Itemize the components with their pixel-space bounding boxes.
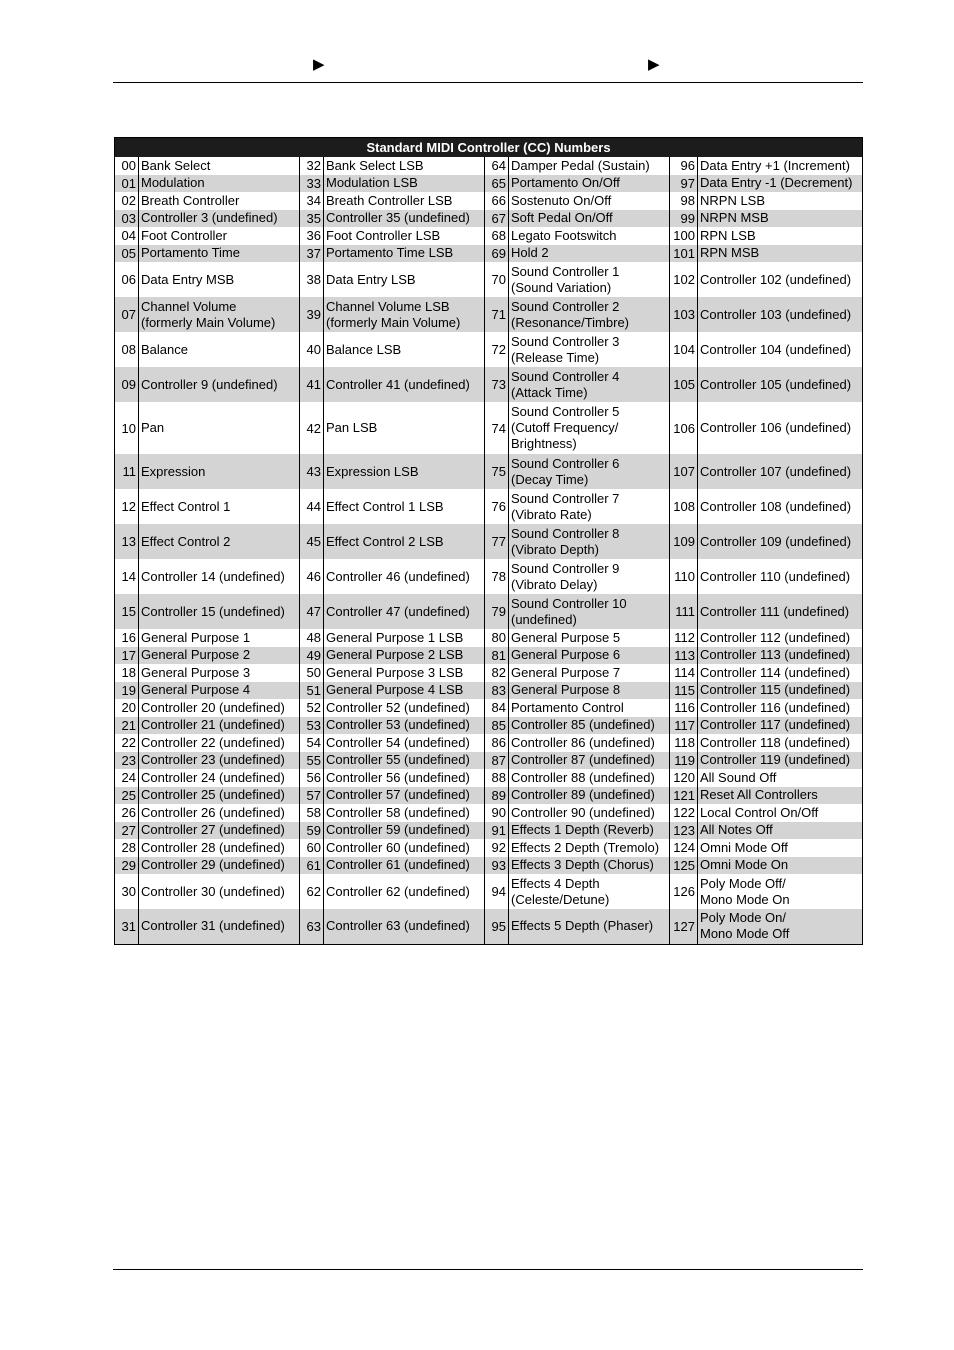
cc-name: General Purpose 4 [139,682,300,700]
cc-number: 83 [485,682,509,700]
cc-number: 56 [300,769,324,787]
cc-name: Controller 90 (undefined) [509,804,670,822]
cc-number: 67 [485,210,509,228]
cc-name: Balance LSB [324,332,485,367]
cc-number: 49 [300,647,324,665]
cc-name: Controller 116 (undefined) [698,699,863,717]
cc-number: 66 [485,192,509,210]
table-row [115,489,863,524]
cc-name: Controller 114 (undefined) [698,664,863,682]
table-row [115,367,863,402]
cc-number: 62 [300,874,324,909]
cc-number: 03 [115,210,139,228]
table-row [115,192,863,210]
cc-number: 24 [121,770,136,786]
cc-name: Sound Controller 3 (Release Time) [509,332,670,367]
cc-number: 51 [300,682,324,700]
cc-number: 86 [485,734,509,752]
cc-name: RPN LSB [698,227,863,245]
cc-name: Controller 46 (undefined) [324,559,485,594]
cc-number: 31 [115,909,139,944]
cc-number: 97 [670,175,698,193]
cc-name: Sound Controller 8 (Vibrato Depth) [509,524,670,559]
cc-name: Controller 35 (undefined) [324,210,485,228]
cc-name: Controller 3 (undefined) [139,210,300,228]
cc-name: Controller 31 (undefined) [139,909,300,944]
cc-name: Controller 24 (undefined) [139,769,300,787]
table-row [115,664,863,682]
cc-number: 94 [485,874,509,909]
cc-name: General Purpose 7 [509,664,670,682]
cc-name: Controller 21 (undefined) [139,717,300,735]
cc-name: Poly Mode Off/ Mono Mode On [698,874,863,909]
cc-number: 122 [670,804,698,822]
cc-number: 46 [300,559,324,594]
cc-number: 100 [670,227,698,245]
table-title: Standard MIDI Controller (CC) Numbers [115,138,863,158]
cc-name: Foot Controller LSB [324,227,485,245]
midi-cc-table [114,137,863,945]
cc-number: 17 [115,647,139,665]
cc-name: Effect Control 1 LSB [324,489,485,524]
cc-number: 04 [121,228,136,244]
cc-number: 40 [300,332,324,367]
cc-number: 119 [670,752,698,770]
cc-name: General Purpose 2 LSB [324,647,485,665]
cc-name: Portamento Time LSB [324,245,485,263]
cc-name: Controller 22 (undefined) [139,734,300,752]
cc-number: 28 [121,840,136,856]
cc-number: 112 [670,629,698,647]
cc-number: 107 [670,454,698,489]
cc-name: Data Entry -1 (Decrement) [698,175,863,193]
cc-name: Portamento Control [509,699,670,717]
table-row [115,454,863,489]
cc-name: Damper Pedal (Sustain) [509,157,670,175]
cc-name: Controller 55 (undefined) [324,752,485,770]
cc-name: Controller 108 (undefined) [698,489,863,524]
table-row [115,734,863,752]
cc-number: 116 [670,699,698,717]
cc-number: 35 [300,210,324,228]
cc-number: 103 [670,297,698,332]
cc-name: Pan LSB [324,402,485,454]
cc-number: 33 [300,175,324,193]
header-rule [113,82,863,83]
cc-number: 78 [485,559,509,594]
cc-number: 87 [485,752,509,770]
table-row [115,262,863,297]
cc-number: 61 [300,857,324,875]
cc-number: 08 [121,342,136,357]
table-row [115,175,863,193]
cc-name: Bank Select [139,157,300,175]
cc-number: 89 [485,787,509,805]
cc-number: 42 [300,402,324,454]
cc-name: Poly Mode On/ Mono Mode Off [698,909,863,944]
cc-name: Local Control On/Off [698,804,863,822]
cc-name: General Purpose 4 LSB [324,682,485,700]
cc-number: 104 [670,332,698,367]
cc-number: 22 [121,735,136,751]
cc-name: Sound Controller 1 (Sound Variation) [509,262,670,297]
cc-name: Reset All Controllers [698,787,863,805]
cc-name: Effects 5 Depth (Phaser) [509,909,670,944]
cc-name: Controller 102 (undefined) [698,262,863,297]
cc-number: 109 [670,524,698,559]
cc-name: Channel Volume LSB (formerly Main Volume) [324,297,485,332]
cc-name: Controller 47 (undefined) [324,594,485,629]
cc-name: NRPN LSB [698,192,863,210]
cc-number: 93 [485,857,509,875]
table-row [115,804,863,822]
cc-number: 125 [670,857,698,875]
cc-name: Controller 107 (undefined) [698,454,863,489]
cc-number: 10 [121,420,136,436]
cc-name: Controller 89 (undefined) [509,787,670,805]
cc-name: Sound Controller 9 (Vibrato Delay) [509,559,670,594]
cc-number: 70 [485,262,509,297]
cc-number: 59 [300,822,324,840]
cc-number: 101 [670,245,698,263]
cc-name: Controller 111 (undefined) [698,594,863,629]
cc-number: 25 [115,787,139,805]
cc-number: 64 [485,157,509,175]
cc-name: Controller 56 (undefined) [324,769,485,787]
cc-number: 05 [115,245,139,263]
cc-name: Controller 118 (undefined) [698,734,863,752]
cc-number: 102 [670,262,698,297]
cc-name: Controller 117 (undefined) [698,717,863,735]
cc-name: Pan [139,402,300,454]
cc-name: Controller 27 (undefined) [139,822,300,840]
cc-name: Controller 87 (undefined) [509,752,670,770]
cc-number: 55 [300,752,324,770]
cc-name: Controller 25 (undefined) [139,787,300,805]
cc-number: 90 [485,804,509,822]
table-body [115,157,863,944]
cc-number: 92 [485,839,509,857]
cc-name: Controller 14 (undefined) [139,559,300,594]
cc-name: Controller 59 (undefined) [324,822,485,840]
cc-name: General Purpose 6 [509,647,670,665]
cc-name: Sound Controller 5 (Cutoff Frequency/ Brightness) [509,402,670,454]
cc-name: Modulation LSB [324,175,485,193]
cc-name: RPN MSB [698,245,863,263]
cc-name: Expression LSB [324,454,485,489]
table-row [115,822,863,840]
cc-name: Controller 20 (undefined) [139,699,300,717]
cc-number: 53 [300,717,324,735]
cc-name: Controller 9 (undefined) [139,367,300,402]
cc-number: 20 [121,700,136,716]
cc-number: 68 [485,227,509,245]
cc-number: 126 [670,874,698,909]
cc-name: Controller 106 (undefined) [698,402,863,454]
footer-rule [113,1269,863,1270]
cc-name: Balance [139,332,300,367]
cc-number: 85 [485,717,509,735]
cc-name: NRPN MSB [698,210,863,228]
cc-number: 96 [670,157,698,175]
cc-name: Controller 63 (undefined) [324,909,485,944]
cc-name: Foot Controller [139,227,300,245]
cc-number: 91 [485,822,509,840]
cc-number: 06 [121,272,136,287]
cc-name: Bank Select LSB [324,157,485,175]
cc-name: Controller 109 (undefined) [698,524,863,559]
table-row [115,909,863,944]
cc-number: 114 [670,664,698,682]
cc-number: 54 [300,734,324,752]
cc-name: All Sound Off [698,769,863,787]
cc-name: Effect Control 2 [139,524,300,559]
cc-number: 47 [300,594,324,629]
table-row [115,227,863,245]
cc-number: 60 [300,839,324,857]
header-arrow-1: ▶ [313,56,325,73]
cc-number: 98 [670,192,698,210]
cc-number: 71 [485,297,509,332]
table-row [115,874,863,909]
cc-name: Modulation [139,175,300,193]
cc-name: Sound Controller 7 (Vibrato Rate) [509,489,670,524]
table-row [115,857,863,875]
cc-number: 75 [485,454,509,489]
cc-number: 13 [115,524,139,559]
cc-name: Data Entry +1 (Increment) [698,157,863,175]
cc-number: 120 [670,769,698,787]
cc-number: 48 [300,629,324,647]
cc-number: 72 [485,332,509,367]
cc-name: Hold 2 [509,245,670,263]
cc-name: Breath Controller LSB [324,192,485,210]
cc-number: 30 [121,884,136,899]
cc-name: Legato Footswitch [509,227,670,245]
cc-name: Omni Mode On [698,857,863,875]
cc-number: 14 [121,569,136,584]
cc-name: Controller 103 (undefined) [698,297,863,332]
cc-name: Controller 110 (undefined) [698,559,863,594]
cc-name: Controller 53 (undefined) [324,717,485,735]
table-row [115,717,863,735]
cc-name: Controller 15 (undefined) [139,594,300,629]
cc-name: Controller 112 (undefined) [698,629,863,647]
cc-name: Controller 88 (undefined) [509,769,670,787]
cc-number: 81 [485,647,509,665]
cc-name: General Purpose 2 [139,647,300,665]
cc-number: 00 [121,158,136,174]
cc-name: Controller 29 (undefined) [139,857,300,875]
cc-number: 38 [300,262,324,297]
cc-number: 12 [121,499,136,514]
cc-number: 84 [485,699,509,717]
cc-name: Expression [139,454,300,489]
cc-number: 57 [300,787,324,805]
cc-number: 63 [300,909,324,944]
cc-number: 32 [300,157,324,175]
cc-number: 21 [115,717,139,735]
cc-number: 39 [300,297,324,332]
table-row [115,647,863,665]
cc-name: Sound Controller 10 (undefined) [509,594,670,629]
cc-name: Breath Controller [139,192,300,210]
cc-number: 121 [670,787,698,805]
cc-name: Controller 119 (undefined) [698,752,863,770]
cc-name: Controller 115 (undefined) [698,682,863,700]
cc-name: Controller 104 (undefined) [698,332,863,367]
header-arrow-2: ▶ [648,56,660,73]
cc-name: Controller 30 (undefined) [139,874,300,909]
cc-name: Sound Controller 2 (Resonance/Timbre) [509,297,670,332]
table-row [115,297,863,332]
cc-number: 43 [300,454,324,489]
table-row [115,594,863,629]
table-row [115,787,863,805]
cc-number: 88 [485,769,509,787]
table-row [115,157,863,175]
cc-number: 01 [115,175,139,193]
table-row [115,402,863,454]
cc-number: 115 [670,682,698,700]
table-row [115,839,863,857]
cc-name: Controller 52 (undefined) [324,699,485,717]
cc-number: 02 [121,193,136,209]
cc-number: 117 [670,717,698,735]
table-row [115,629,863,647]
cc-number: 123 [670,822,698,840]
cc-name: Controller 60 (undefined) [324,839,485,857]
cc-name: Controller 86 (undefined) [509,734,670,752]
cc-name: Soft Pedal On/Off [509,210,670,228]
cc-name: General Purpose 5 [509,629,670,647]
cc-name: Data Entry LSB [324,262,485,297]
cc-name: Effects 2 Depth (Tremolo) [509,839,670,857]
cc-number: 77 [485,524,509,559]
cc-number: 69 [485,245,509,263]
cc-name: Controller 85 (undefined) [509,717,670,735]
cc-number: 108 [670,489,698,524]
cc-number: 18 [121,665,136,681]
table-row [115,524,863,559]
cc-name: Controller 54 (undefined) [324,734,485,752]
table-row [115,682,863,700]
cc-name: Effects 3 Depth (Chorus) [509,857,670,875]
cc-number: 52 [300,699,324,717]
cc-name: Controller 23 (undefined) [139,752,300,770]
cc-number: 73 [485,367,509,402]
cc-name: All Notes Off [698,822,863,840]
cc-name: General Purpose 8 [509,682,670,700]
cc-name: Effect Control 1 [139,489,300,524]
table-row [115,559,863,594]
table-row [115,769,863,787]
cc-number: 74 [485,402,509,454]
cc-name: Controller 62 (undefined) [324,874,485,909]
cc-number: 118 [670,734,698,752]
cc-number: 124 [670,839,698,857]
cc-number: 41 [300,367,324,402]
cc-number: 65 [485,175,509,193]
cc-name: General Purpose 1 [139,629,300,647]
cc-number: 50 [300,664,324,682]
cc-name: General Purpose 3 LSB [324,664,485,682]
cc-number: 106 [670,402,698,454]
cc-number: 09 [115,367,139,402]
cc-number: 29 [115,857,139,875]
cc-name: Controller 28 (undefined) [139,839,300,857]
cc-name: Effects 1 Depth (Reverb) [509,822,670,840]
cc-number: 15 [115,594,139,629]
cc-number: 23 [115,752,139,770]
cc-number: 26 [121,805,136,821]
cc-number: 11 [115,454,139,489]
cc-number: 19 [115,682,139,700]
cc-name: Portamento Time [139,245,300,263]
cc-number: 113 [670,647,698,665]
cc-number: 110 [670,559,698,594]
cc-name: Controller 58 (undefined) [324,804,485,822]
cc-number: 34 [300,192,324,210]
cc-name: Sound Controller 4 (Attack Time) [509,367,670,402]
cc-number: 44 [300,489,324,524]
cc-name: Portamento On/Off [509,175,670,193]
cc-name: Controller 26 (undefined) [139,804,300,822]
table-row [115,752,863,770]
cc-name: Controller 57 (undefined) [324,787,485,805]
cc-number: 16 [121,630,136,646]
cc-number: 99 [670,210,698,228]
cc-name: General Purpose 3 [139,664,300,682]
cc-name: Channel Volume (formerly Main Volume) [139,297,300,332]
cc-name: Controller 61 (undefined) [324,857,485,875]
cc-number: 82 [485,664,509,682]
cc-name: Controller 113 (undefined) [698,647,863,665]
cc-name: Omni Mode Off [698,839,863,857]
cc-number: 127 [670,909,698,944]
cc-number: 27 [115,822,139,840]
table-row [115,699,863,717]
cc-name: General Purpose 1 LSB [324,629,485,647]
cc-name: Controller 105 (undefined) [698,367,863,402]
table-row [115,245,863,263]
table-row [115,332,863,367]
table-row [115,210,863,228]
cc-number: 36 [300,227,324,245]
cc-number: 58 [300,804,324,822]
cc-number: 105 [670,367,698,402]
cc-name: Sostenuto On/Off [509,192,670,210]
cc-number: 37 [300,245,324,263]
cc-number: 80 [485,629,509,647]
cc-number: 111 [670,594,698,629]
cc-name: Effect Control 2 LSB [324,524,485,559]
cc-name: Effects 4 Depth (Celeste/Detune) [509,874,670,909]
cc-name: Data Entry MSB [139,262,300,297]
cc-number: 07 [115,297,139,332]
cc-number: 45 [300,524,324,559]
cc-number: 79 [485,594,509,629]
cc-name: Sound Controller 6 (Decay Time) [509,454,670,489]
cc-number: 76 [485,489,509,524]
cc-name: Controller 41 (undefined) [324,367,485,402]
cc-number: 95 [485,909,509,944]
